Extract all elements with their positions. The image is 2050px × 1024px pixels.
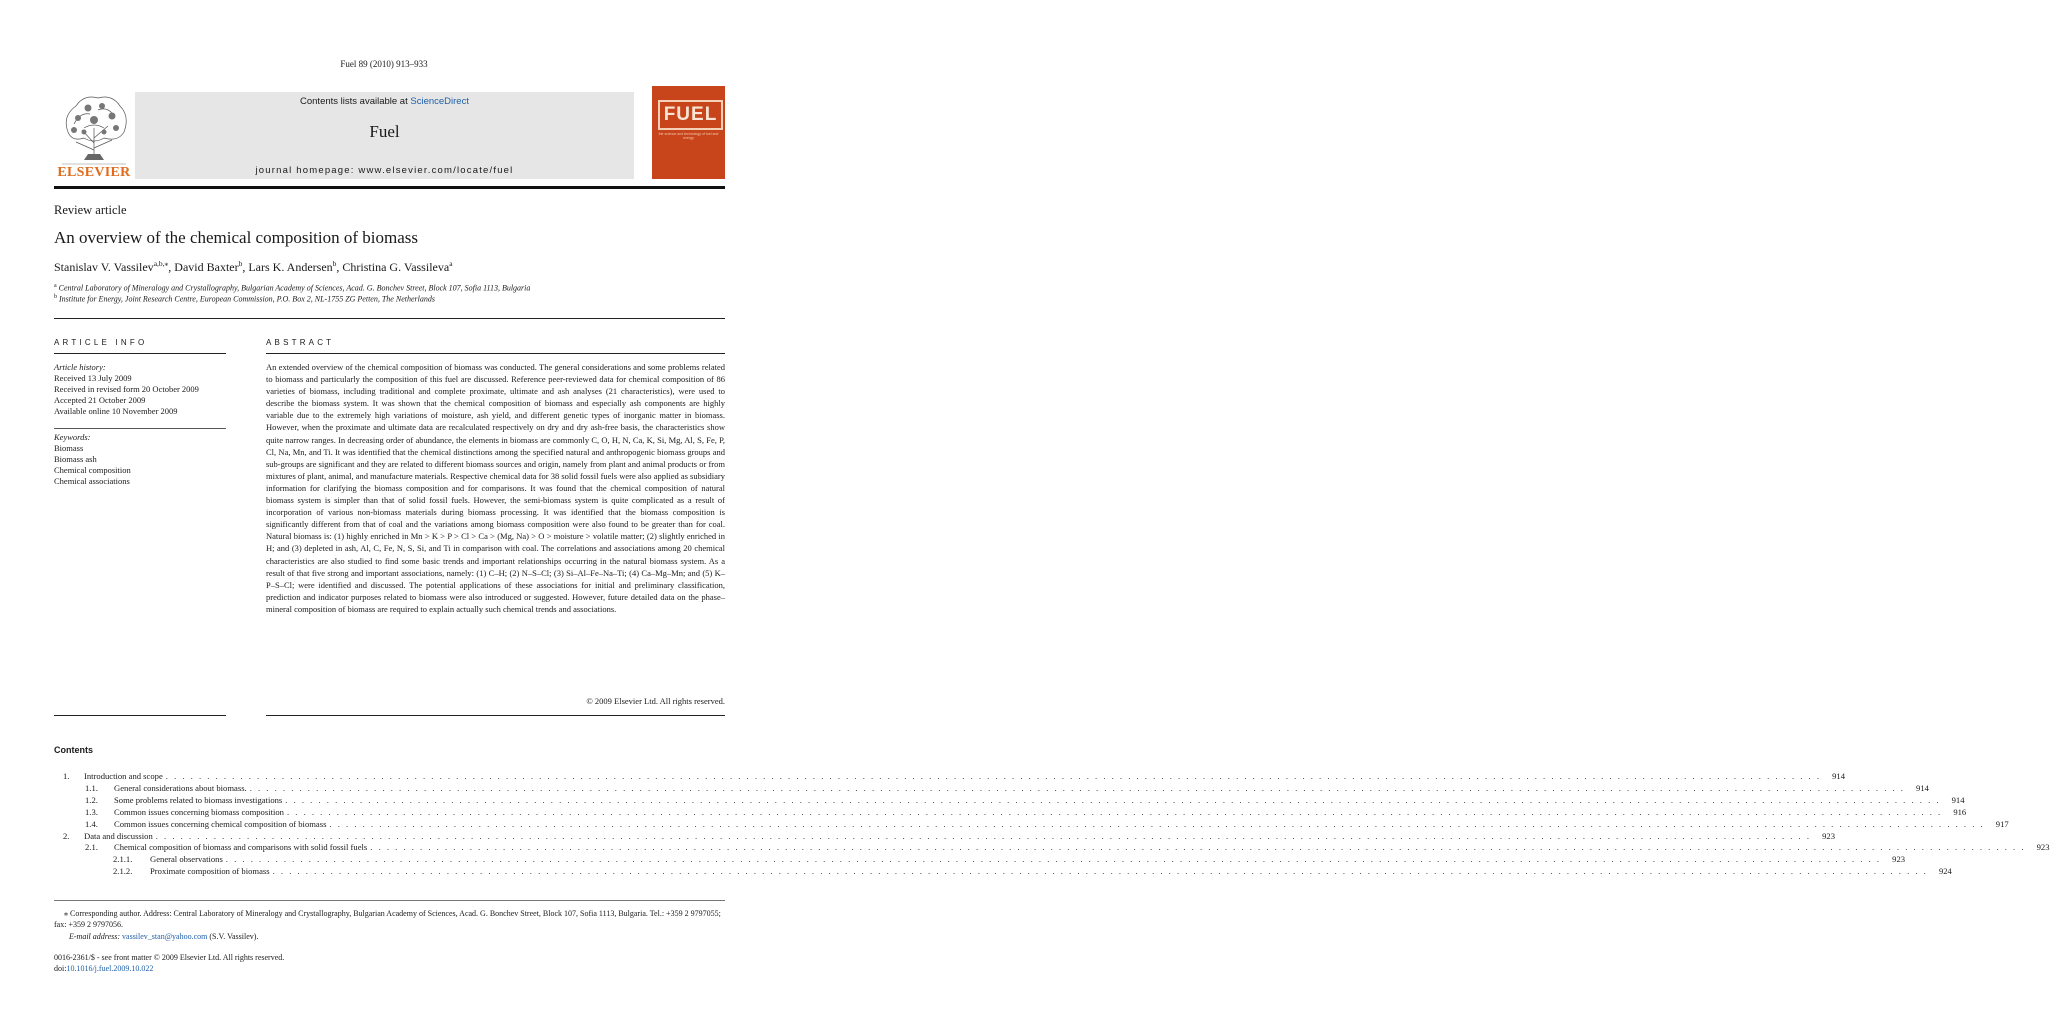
cover-title: FUEL xyxy=(658,100,723,130)
toc-title: Data and discussion xyxy=(84,830,153,841)
keyword[interactable]: Biomass ash xyxy=(54,454,97,464)
keyword[interactable]: Biomass xyxy=(54,443,84,453)
history-item: Received 13 July 2009 xyxy=(54,373,132,383)
copyright: © 2009 Elsevier Ltd. All rights reserved. xyxy=(586,696,725,706)
toc-page-number: 914 xyxy=(1916,782,1929,793)
toc-entry[interactable] xyxy=(0,782,1929,794)
divider xyxy=(54,428,226,429)
divider xyxy=(266,353,725,354)
toc-number: 1.3. xyxy=(85,806,98,817)
affiliation-mark: b xyxy=(54,294,57,300)
divider xyxy=(54,900,725,901)
toc-entry[interactable] xyxy=(0,806,1967,818)
affiliation xyxy=(54,283,530,293)
journal-header xyxy=(135,92,634,179)
doi-link[interactable]: 10.1016/j.fuel.2009.10.022 xyxy=(66,964,154,974)
toc-title: Common issues concerning chemical composition of biomass xyxy=(114,818,327,829)
toc-page-number: 917 xyxy=(1995,818,2009,829)
author-name[interactable]: David Baxter xyxy=(174,260,239,274)
toc-number: 2. xyxy=(63,830,70,841)
toc-number: 1. xyxy=(63,771,70,781)
toc-page-number: 916 xyxy=(1953,806,1967,817)
author-separator: , xyxy=(336,260,343,274)
publisher-name: ELSEVIER xyxy=(57,165,131,180)
history-item: Received in revised form 20 October 2009 xyxy=(54,384,199,394)
author-affiliation-mark: a xyxy=(449,259,453,268)
toc-page-number: 914 xyxy=(1951,794,1965,805)
toc-leader-dots: . . . . . . . . . . . . . . . . . . . . . . . . . . . . . . . . . . . . . . . . . . . . . . . . . . . . . . . . . . . . . . . . . . . . . . . . . . . . . . . . . . . . . . . . . . . . . . . . . . . . . . . . . . . . . . . . . . . . . . . . . . . . . . . . . . . . . . . . . . . . . . . . . . . . . . . . . . . . . . . . . . . . . . . . . . . . . . . . . . . . . . . . . . . . . . . . . . . . . . . . xyxy=(155,830,1811,841)
toc-leader-dots: . . . . . . . . . . . . . . . . . . . . . . . . . . . . . . . . . . . . . . . . . . . . . . . . . . . . . . . . . . . . . . . . . . . . . . . . . . . . . . . . . . . . . . . . . . . . . . . . . . . . . . . . . . . . . . . . . . . . . . . . . . . . . . . . . . . . . . . . . . . . . . . . . . . . . . . . . . . . . . . . . . . . . . . . . . . . . . . . . . . . . . . . . . . . . . . . . . . . . . . . xyxy=(370,842,2026,853)
journal-reference: Fuel 89 (2010) 913–933 xyxy=(340,59,428,69)
abstract-text: An extended overview of the chemical composition of biomass was conducted. The general considerations and some problems related to biomass and particularly the composition of this fuel are discussed. Reference peer-reviewed data for chemical composition of 86 varieties of biomass, including traditional and complete proximate, ultimate and ash analyses (21 characteristics), were used to describe the biomass system. It was shown that the chemical composition of biomass and especially ash components are highly variable due to the extremely high variations of moisture, ash yield, and different genetic types of inorganic matter in biomass. However, when the proximate and ultimate data are recalculated respectively on dry and dry ash-free basis, the characteristics show quite narrow ranges. In decreasing order of abundance, the elements in biomass are commonly C, O, H, N, Ca, K, Si, Mg, Al, S, Fe, P, Cl, Na, Mn, and Ti. It was identified that the chemical distinctions among the specified natural and anthropogenic biomass groups and sub-groups are significant and they are related to different biomass sources and origin, namely from plant and animal products or from mixtures of plant, animal, and manufacture materials. Respective chemical data for 38 solid fossil fuels were also applied as subsidiary information for clarifying the biomass composition and for comparisons. It was found that the chemical composition of natural biomass system is simpler than that of solid fossil fuels. However, the semi-biomass system is quite complicated as a result of incorporation of various non-biomass materials during biomass processing. It was identified that the biomass composition is significantly different from that of coal and the variations among biomass composition were also found to be greater than for coal. Natural biomass is: (1) highly enriched in Mn > K > P > Cl > Ca > (Mg, Na) > O > moisture > volatile matter; (2) slightly enriched in H; and (3) depleted in ash, Al, C, Fe, N, S, Si, and Ti in comparison with coal. The correlations and associations among 20 chemical characteristics are also studied to find some basic trends and important relationships occurring in the natural biomass system. As a result of that five strong and important associations, namely: (1) C–H; (2) N–S–Cl; (3) Si–Al–Fe–Na–Ti; (4) Ca–Mg–Mn; and (5) K–P–S–Cl; were identified and discussed. The potential applications of these associations for initial and preliminary classification, prediction and indicator purposes related to biomass were also introduced or suggested. However, future detailed data on the phase–mineral composition of biomass are required to explain actually such chemical trends and associations. xyxy=(266,362,725,614)
toc-title: General considerations about biomass. xyxy=(114,782,247,793)
history-item: Available online 10 November 2009 xyxy=(54,406,178,416)
author-name[interactable]: Lars K. Andersen xyxy=(248,260,333,274)
toc-number: 1.2. xyxy=(85,794,98,805)
divider xyxy=(54,353,226,354)
toc-entry[interactable] xyxy=(0,830,1835,842)
author-list xyxy=(54,259,453,275)
author-affiliation-mark: b xyxy=(332,259,337,268)
toc-leader-dots: . . . . . . . . . . . . . . . . . . . . . . . . . . . . . . . . . . . . . . . . . . . . . . . . . . . . . . . . . . . . . . . . . . . . . . . . . . . . . . . . . . . . . . . . . . . . . . . . . . . . . . . . . . . . . . . . . . . . . . . . . . . . . . . . . . . . . . . . . . . . . . . . . . . . . . . . . . . . . . . . . . . . . . . . . . . . . . . . . . . . . . . . . . . . . . . . . . . . . . . . xyxy=(249,782,1905,793)
abstract-heading: ABSTRACT xyxy=(266,338,335,347)
toc-number: 1.1. xyxy=(85,782,98,793)
divider xyxy=(54,318,725,319)
toc-number: 2.1.2. xyxy=(113,866,133,877)
front-matter xyxy=(54,952,284,975)
article-history-label: Article history: xyxy=(54,362,106,372)
keywords-label: Keywords: xyxy=(54,432,91,442)
doi-prefix: doi: xyxy=(54,964,67,974)
toc-number: 2.1. xyxy=(85,842,98,853)
author-separator: , xyxy=(242,260,249,274)
contents-prefix: Contents lists available at xyxy=(300,96,411,107)
toc-page-number: 923 xyxy=(2036,842,2050,853)
keyword[interactable]: Chemical associations xyxy=(54,476,130,486)
keywords xyxy=(54,432,226,487)
toc-leader-dots: . . . . . . . . . . . . . . . . . . . . . . . . . . . . . . . . . . . . . . . . . . . . . . . . . . . . . . . . . . . . . . . . . . . . . . . . . . . . . . . . . . . . . . . . . . . . . . . . . . . . . . . . . . . . . . . . . . . . . . . . . . . . . . . . . . . . . . . . . . . . . . . . . . . . . . . . . . . . . . . . . . . . . . . . . . . . . . . . . . . . . . . . . . . . . . . . . . . . . . . . xyxy=(286,806,1943,817)
corresponding-author-footnote xyxy=(54,908,725,942)
toc-entry[interactable] xyxy=(0,794,1965,806)
author-name[interactable]: Christina G. Vassileva xyxy=(342,260,450,274)
author-separator: , xyxy=(168,260,175,274)
divider xyxy=(54,715,226,716)
toc-number: 2.1.1. xyxy=(113,854,133,865)
toc-entry[interactable] xyxy=(0,770,1845,782)
toc-title: Proximate composition of biomass xyxy=(150,866,270,877)
author-affiliation-mark: a,b,⁎ xyxy=(153,259,169,268)
toc-leader-dots: . . . . . . . . . . . . . . . . . . . . . . . . . . . . . . . . . . . . . . . . . . . . . . . . . . . . . . . . . . . . . . . . . . . . . . . . . . . . . . . . . . . . . . . . . . . . . . . . . . . . . . . . . . . . . . . . . . . . . . . . . . . . . . . . . . . . . . . . . . . . . . . . . . . . . . . . . . . . . . . . . . . . . . . . . . . . . . . . . . . . . . . . . . . . . . . . . . . . . . . . xyxy=(285,794,1941,805)
toc-leader-dots: . . . . . . . . . . . . . . . . . . . . . . . . . . . . . . . . . . . . . . . . . . . . . . . . . . . . . . . . . . . . . . . . . . . . . . . . . . . . . . . . . . . . . . . . . . . . . . . . . . . . . . . . . . . . . . . . . . . . . . . . . . . . . . . . . . . . . . . . . . . . . . . . . . . . . . . . . . . . . . . . . . . . . . . . . . . . . . . . . . . . . . . . . . . . . . . . . . . . . . . . xyxy=(225,854,1882,865)
toc-title: Some problems related to biomass investigations xyxy=(114,794,283,805)
affiliation xyxy=(54,294,435,304)
cover-subtitle: the science and technology of fuel and energy xyxy=(658,132,719,140)
toc-title: Chemical composition of biomass and comparisons with solid fossil fuels xyxy=(114,842,368,853)
author-affiliation-mark: b xyxy=(238,259,243,268)
email-link[interactable]: vassilev_stan@yahoo.com xyxy=(122,931,208,941)
toc-leader-dots: . . . . . . . . . . . . . . . . . . . . . . . . . . . . . . . . . . . . . . . . . . . . . . . . . . . . . . . . . . . . . . . . . . . . . . . . . . . . . . . . . . . . . . . . . . . . . . . . . . . . . . . . . . . . . . . . . . . . . . . . . . . . . . . . . . . . . . . . . . . . . . . . . . . . . . . . . . . . . . . . . . . . . . . . . . . . . . . . . . . . . . . . . . . . . . . . . . . . . . . . xyxy=(329,818,1985,829)
article-type: Review article xyxy=(54,203,127,217)
footnote-text: Corresponding author. Address: Central Laboratory of Mineralogy and Crystallography, Bulgarian Academy of Sciences, Acad. G. Bonchev Street, Block 107, Sofia 1113, Bulgaria. Tel.: +359 2 9797055; fax: +359 2 9797056. xyxy=(54,909,721,930)
toc-leader-dots: . . . . . . . . . . . . . . . . . . . . . . . . . . . . . . . . . . . . . . . . . . . . . . . . . . . . . . . . . . . . . . . . . . . . . . . . . . . . . . . . . . . . . . . . . . . . . . . . . . . . . . . . . . . . . . . . . . . . . . . . . . . . . . . . . . . . . . . . . . . . . . . . . . . . . . . . . . . . . . . . . . . . . . . . . . . . . . . . . . . . . . . . . . . . . . . . . . . . . . . . xyxy=(165,771,1821,781)
toc-entry[interactable] xyxy=(0,865,1952,877)
article-title: An overview of the chemical composition of biomass xyxy=(54,228,418,247)
contents-heading: Contents xyxy=(54,745,93,755)
contents-available-line xyxy=(135,96,634,107)
toc-entry[interactable] xyxy=(0,841,2050,853)
affiliation-text: Central Laboratory of Mineralogy and Crystallography, Bulgarian Academy of Sciences, Acad. G. Bonchev Street, Block 107, Sofia 1113, Bulgaria xyxy=(58,283,531,293)
toc-leader-dots: . . . . . . . . . . . . . . . . . . . . . . . . . . . . . . . . . . . . . . . . . . . . . . . . . . . . . . . . . . . . . . . . . . . . . . . . . . . . . . . . . . . . . . . . . . . . . . . . . . . . . . . . . . . . . . . . . . . . . . . . . . . . . . . . . . . . . . . . . . . . . . . . . . . . . . . . . . . . . . . . . . . . . . . . . . . . . . . . . . . . . . . . . . . . . . . . . . . . . . . . xyxy=(272,866,1928,877)
header-rule xyxy=(54,186,725,189)
article-history xyxy=(54,362,226,417)
email-suffix: (S.V. Vassilev). xyxy=(209,931,259,941)
affiliation-text: Institute for Energy, Joint Research Centre, European Commission, P.O. Box 2, NL-1755 ZG Petten, The Netherlands xyxy=(59,294,435,304)
email-label: E-mail address: xyxy=(69,931,121,941)
sciencedirect-link[interactable]: ScienceDirect xyxy=(410,96,469,107)
toc-entry[interactable] xyxy=(0,853,1906,865)
affiliation-mark: a xyxy=(54,283,57,289)
toc-number: 1.4. xyxy=(85,818,98,829)
toc-title: Common issues concerning biomass composition xyxy=(114,806,284,817)
toc-page-number: 924 xyxy=(1938,866,1952,877)
author-name[interactable]: Stanislav V. Vassilev xyxy=(54,260,154,274)
journal-homepage[interactable]: journal homepage: www.elsevier.com/locate/fuel xyxy=(255,165,514,176)
divider xyxy=(266,715,725,716)
journal-name: Fuel xyxy=(369,122,400,141)
toc-title: General observations xyxy=(150,854,223,865)
history-item: Accepted 21 October 2009 xyxy=(54,395,146,405)
journal-cover xyxy=(652,86,725,179)
issn-line: 0016-2361/$ - see front matter © 2009 Elsevier Ltd. All rights reserved. xyxy=(54,953,285,962)
article-info-heading: ARTICLE INFO xyxy=(54,338,148,347)
footnote-mark: ⁎ xyxy=(64,909,68,918)
toc-page-number: 914 xyxy=(1832,771,1845,781)
keyword[interactable]: Chemical composition xyxy=(54,465,131,475)
toc-entry[interactable] xyxy=(0,818,2009,830)
toc-title: Introduction and scope xyxy=(84,771,163,781)
toc-page-number: 923 xyxy=(1822,830,1835,841)
toc-page-number: 923 xyxy=(1892,854,1906,865)
